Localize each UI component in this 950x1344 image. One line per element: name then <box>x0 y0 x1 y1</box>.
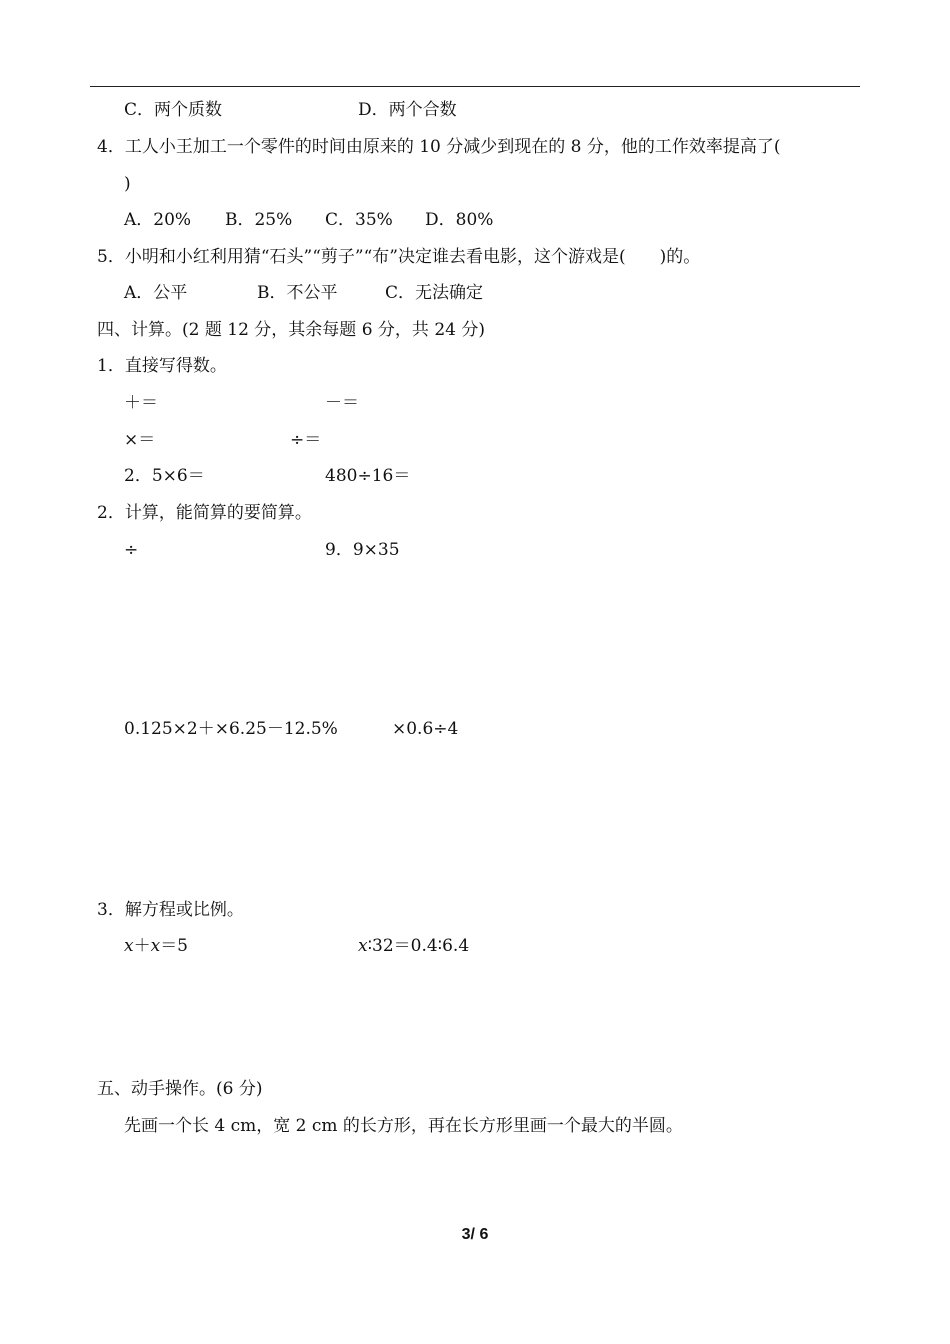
mental-math-item: 480÷16＝ <box>325 466 411 486</box>
q5-stem: 5．小明和小红利用猜“石头”“剪子”“布”决定谁去看电影，这个游戏是( )的。 <box>97 247 701 267</box>
section4-part3-title: 3．解方程或比例。 <box>97 900 244 920</box>
section5-instruction: 先画一个长 4 cm，宽 2 cm 的长方形，再在长方形里画一个最大的半圆。 <box>124 1116 683 1136</box>
mental-math-item: ×＝ <box>124 430 156 450</box>
header-rule <box>90 86 860 87</box>
q5-option-b: B．不公平 <box>257 283 338 303</box>
q3-option-c: C．两个质数 <box>124 100 223 120</box>
mental-math-item: 2．5×6＝ <box>124 466 205 486</box>
proportion-1 <box>358 935 469 957</box>
proportion-rest: ∶32＝0.4∶6.4 <box>367 936 470 956</box>
q4-option-a: A．20% <box>124 210 192 230</box>
section5-title: 五、动手操作。(6 分) <box>97 1079 263 1099</box>
mental-math-item: ＋＝ <box>124 393 158 413</box>
section4-part1-title: 1．直接写得数。 <box>97 356 227 376</box>
variable-x: x <box>358 936 368 956</box>
section4-part2-title: 2．计算，能简算的要简算。 <box>97 503 312 523</box>
q3-option-d: D．两个合数 <box>358 100 457 120</box>
section4-title: 四、计算。(2 题 12 分，其余每题 6 分，共 24 分) <box>97 320 485 340</box>
q4-stem-continuation: ) <box>124 174 131 194</box>
equation-1 <box>124 935 188 957</box>
q4-option-c: C．35% <box>325 210 393 230</box>
equation-rest: ＝5 <box>160 936 189 956</box>
mental-math-item: ÷＝ <box>290 430 322 450</box>
equation-operator: ＋ <box>133 936 151 956</box>
q5-option-c: C．无法确定 <box>385 283 484 303</box>
calc-item: 0.125×2＋×6.25－12.5% <box>124 719 338 739</box>
calc-item: 9．9×35 <box>325 540 400 560</box>
q5-option-a: A．公平 <box>124 283 188 303</box>
page-number: 3/ 6 <box>461 1226 489 1243</box>
q4-stem: 4．工人小王加工一个零件的时间由原来的 10 分减少到现在的 8 分，他的工作效率提高了( <box>97 137 781 157</box>
calc-item: ×0.6÷4 <box>392 719 459 739</box>
variable-x: x <box>150 936 161 956</box>
variable-x: x <box>124 936 134 956</box>
q4-option-b: B．25% <box>225 210 293 230</box>
mental-math-item: －＝ <box>325 393 359 413</box>
calc-item: ÷ <box>124 540 139 560</box>
q4-option-d: D．80% <box>425 210 494 230</box>
